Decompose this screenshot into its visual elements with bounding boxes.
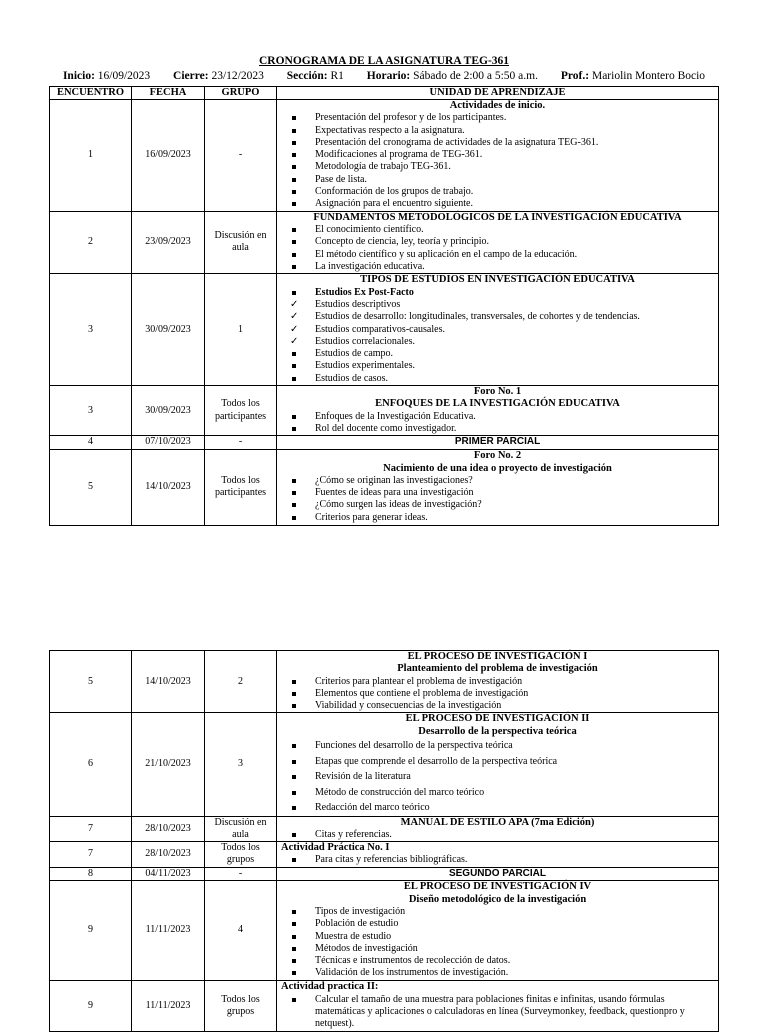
list-item: Rol del docente como investigador. <box>315 423 714 435</box>
list-item: Redacción del marco teórico <box>315 800 714 816</box>
table-row <box>50 816 719 842</box>
unit-heading: TIPOS DE ESTUDIOS EN INVESTIGACIÓN EDUCATIVA <box>360 274 635 286</box>
list-item: Citas y referencias. <box>315 829 714 841</box>
table-row <box>50 881 719 981</box>
list-item: ¿Cómo surgen las ideas de investigación? <box>315 499 714 511</box>
unit-subheading: EL PROCESO DE INVESTIGACIÓN IV <box>403 881 592 893</box>
list-item: Criterios para plantear el problema de investigación <box>315 676 714 688</box>
schedule-table-1 <box>49 86 719 526</box>
cell-fecha: 14/10/2023 <box>132 449 205 525</box>
header-unidad: UNIDAD DE APRENDIZAJE <box>277 87 719 100</box>
horario-info: Horario: Sábado de 2:00 a 5:50 a.m. <box>366 70 538 82</box>
table-row <box>50 842 719 868</box>
cell-encuentro: 9 <box>50 981 132 1032</box>
list-item: Estudios Ex Post-Facto <box>315 287 714 299</box>
table-row <box>50 713 719 816</box>
cell-fecha: 30/09/2023 <box>132 386 205 436</box>
list-item: Revisión de la literatura <box>315 769 714 785</box>
unit-list <box>281 906 714 980</box>
cell-unidad <box>277 713 719 816</box>
cell-grupo: Discusión en aula <box>205 816 277 842</box>
list-item: Tipos de investigación <box>315 906 714 918</box>
cell-encuentro: 5 <box>50 449 132 525</box>
list-item: ¿Cómo se originan las investigaciones? <box>315 475 714 487</box>
cell-unidad <box>277 881 719 981</box>
cell-fecha: 23/09/2023 <box>132 211 205 273</box>
list-item: Técnicas e instrumentos de recolección de datos. <box>315 955 714 967</box>
cell-unidad <box>277 100 719 212</box>
cell-grupo: - <box>205 867 277 880</box>
cell-encuentro: 3 <box>50 274 132 386</box>
unit-heading: Planteamiento del problema de investigación <box>397 663 598 675</box>
check-item: ✓ Estudios comparativos-causales. <box>315 324 714 336</box>
cell-grupo: - <box>205 100 277 212</box>
list-item: El conocimiento científico. <box>315 224 714 236</box>
cell-fecha: 30/09/2023 <box>132 274 205 386</box>
cell-fecha: 28/10/2023 <box>132 842 205 868</box>
list-item: Fuentes de ideas para una investigación <box>315 487 714 499</box>
cell-encuentro: 2 <box>50 211 132 273</box>
unit-heading: FUNDAMENTOS METODOLÓGICOS DE LA INVESTIGACIÓN EDUCATIVA <box>313 211 682 223</box>
list-item: Funciones del desarrollo de la perspectiva teórica <box>315 738 714 754</box>
cell-fecha: 21/10/2023 <box>132 713 205 816</box>
cell-fecha: 28/10/2023 <box>132 816 205 842</box>
parcial-label: PRIMER PARCIAL <box>277 436 719 449</box>
list-item: Presentación del profesor y de los participantes. <box>315 112 714 124</box>
list-item: Expectativas respecto a la asignatura. <box>315 125 714 137</box>
table-row <box>50 386 719 436</box>
unit-list <box>281 224 714 273</box>
table-row <box>50 100 719 212</box>
cell-unidad <box>277 274 719 386</box>
unit-list <box>281 676 714 713</box>
unit-heading: ENFOQUES DE LA INVESTIGACIÓN EDUCATIVA <box>375 398 620 410</box>
cell-unidad <box>277 386 719 436</box>
unit-list <box>281 411 714 436</box>
cell-unidad <box>277 651 719 713</box>
schedule-table-2 <box>49 650 719 1032</box>
prof-info: Prof.: Mariolin Montero Bocio <box>560 70 706 82</box>
list-item: Criterios para generar ideas. <box>315 512 714 524</box>
unit-heading: Actividades de inicio. <box>449 100 546 111</box>
cell-grupo: 4 <box>205 881 277 981</box>
cell-unidad <box>277 449 719 525</box>
cell-encuentro: 7 <box>50 842 132 868</box>
list-item: Enfoques de la Investigación Educativa. <box>315 411 714 423</box>
cell-fecha: 04/11/2023 <box>132 867 205 880</box>
check-item: ✓ Estudios descriptivos <box>315 299 714 311</box>
unit-heading: MANUAL DE ESTILO APA (7ma Edición) <box>400 816 595 828</box>
list-item: Concepto de ciencia, ley, teoría y principio. <box>315 236 714 248</box>
cell-encuentro: 3 <box>50 386 132 436</box>
unit-list <box>281 854 714 866</box>
cell-fecha: 11/11/2023 <box>132 881 205 981</box>
cell-grupo: Todos los participantes <box>205 386 277 436</box>
list-item: Para citas y referencias bibliográficas. <box>315 854 714 866</box>
cell-fecha: 14/10/2023 <box>132 651 205 713</box>
list-item: Población de estudio <box>315 918 714 930</box>
list-item: Conformación de los grupos de trabajo. <box>315 186 714 198</box>
list-item: Muestra de estudio <box>315 931 714 943</box>
unit-list <box>281 738 714 816</box>
unit-list <box>281 112 714 210</box>
list-item: Calcular el tamaño de una muestra para poblaciones finitas e infinitas, usando fórmulas matemáticas y aplicaciones o calculadoras en línea (Surveymonkey, feedback, questionpro y netquest). <box>315 994 714 1031</box>
list-item: Métodos de investigación <box>315 943 714 955</box>
list-item: Asignación para el encuentro siguiente. <box>315 198 714 210</box>
check-item: ✓ Estudios correlacionales. <box>315 336 714 348</box>
list-item: Presentación del cronograma de actividades de la asignatura TEG-361. <box>315 137 714 149</box>
header-grupo: GRUPO <box>205 87 277 100</box>
cell-encuentro: 8 <box>50 867 132 880</box>
cell-encuentro: 1 <box>50 100 132 212</box>
list-item: Estudios experimentales. <box>315 360 714 372</box>
cell-unidad <box>277 842 719 868</box>
cell-fecha: 11/11/2023 <box>132 981 205 1032</box>
cierre-info: Cierre: 23/12/2023 <box>173 70 264 82</box>
parcial-label: SEGUNDO PARCIAL <box>277 867 719 880</box>
list-item: Método de construcción del marco teórico <box>315 785 714 801</box>
seccion-info: Sección: R1 <box>286 70 344 82</box>
cell-unidad <box>277 816 719 842</box>
unit-heading: Nacimiento de una idea o proyecto de investigación <box>383 462 612 474</box>
table-row <box>50 651 719 713</box>
list-item: Etapas que comprende el desarrollo de la perspectiva teórica <box>315 754 714 770</box>
unit-subheading: Foro No. 1 <box>473 386 522 398</box>
list-item: Modificaciones al programa de TEG-361. <box>315 149 714 161</box>
activity-heading: Actividad practica II: <box>281 981 379 993</box>
cell-grupo: Todos los grupos <box>205 981 277 1032</box>
header-fecha: FECHA <box>132 87 205 100</box>
cell-fecha: 07/10/2023 <box>132 436 205 449</box>
activity-heading: Actividad Práctica No. I <box>281 842 390 854</box>
cell-grupo: Todos los grupos <box>205 842 277 868</box>
cell-grupo: Todos los participantes <box>205 449 277 525</box>
list-item: Validación de los instrumentos de investigación. <box>315 967 714 979</box>
table-header-row <box>50 87 719 100</box>
cell-fecha: 16/09/2023 <box>132 100 205 212</box>
unit-subheading: Foro No. 2 <box>473 450 522 462</box>
unit-list <box>281 829 714 841</box>
cell-unidad <box>277 211 719 273</box>
table-row <box>50 867 719 880</box>
inicio-info: Inicio: 16/09/2023 <box>62 70 151 82</box>
unit-list <box>281 287 714 385</box>
cell-grupo: 1 <box>205 274 277 386</box>
cell-grupo: Discusión en aula <box>205 211 277 273</box>
list-item: Pase de lista. <box>315 174 714 186</box>
cell-grupo: - <box>205 436 277 449</box>
cell-grupo: 2 <box>205 651 277 713</box>
unit-subheading: EL PROCESO DE INVESTIGACIÓN II <box>405 713 590 725</box>
table-row <box>50 436 719 449</box>
check-item: ✓ Estudios de desarrollo: longitudinales, transversales, de cohortes y de tendencias. <box>315 311 714 323</box>
list-item: La investigación educativa. <box>315 261 714 273</box>
cell-encuentro: 9 <box>50 881 132 981</box>
table-row <box>50 449 719 525</box>
cell-encuentro: 6 <box>50 713 132 816</box>
document-title: CRONOGRAMA DE LA ASIGNATURA TEG-361 <box>258 55 510 67</box>
header-encuentro: ENCUENTRO <box>50 87 132 100</box>
unit-heading: Diseño metodológico de la investigación <box>408 893 587 905</box>
cell-grupo: 3 <box>205 713 277 816</box>
table-row <box>50 274 719 386</box>
table-row <box>50 211 719 273</box>
unit-heading: Desarrollo de la perspectiva teórica <box>418 725 577 737</box>
list-item: Viabilidad y consecuencias de la investigación <box>315 700 714 712</box>
cell-encuentro: 4 <box>50 436 132 449</box>
list-item: Estudios de casos. <box>315 373 714 385</box>
unit-list <box>281 994 714 1031</box>
list-item: Elementos que contiene el problema de investigación <box>315 688 714 700</box>
list-item: Metodología de trabajo TEG-361. <box>315 161 714 173</box>
unit-subheading: EL PROCESO DE INVESTIGACIÓN I <box>407 651 588 662</box>
unit-list <box>281 475 714 524</box>
cell-encuentro: 7 <box>50 816 132 842</box>
list-item: Estudios de campo. <box>315 348 714 360</box>
list-item: El método científico y su aplicación en el campo de la educación. <box>315 249 714 261</box>
course-info-line <box>0 70 768 82</box>
cell-encuentro: 5 <box>50 651 132 713</box>
